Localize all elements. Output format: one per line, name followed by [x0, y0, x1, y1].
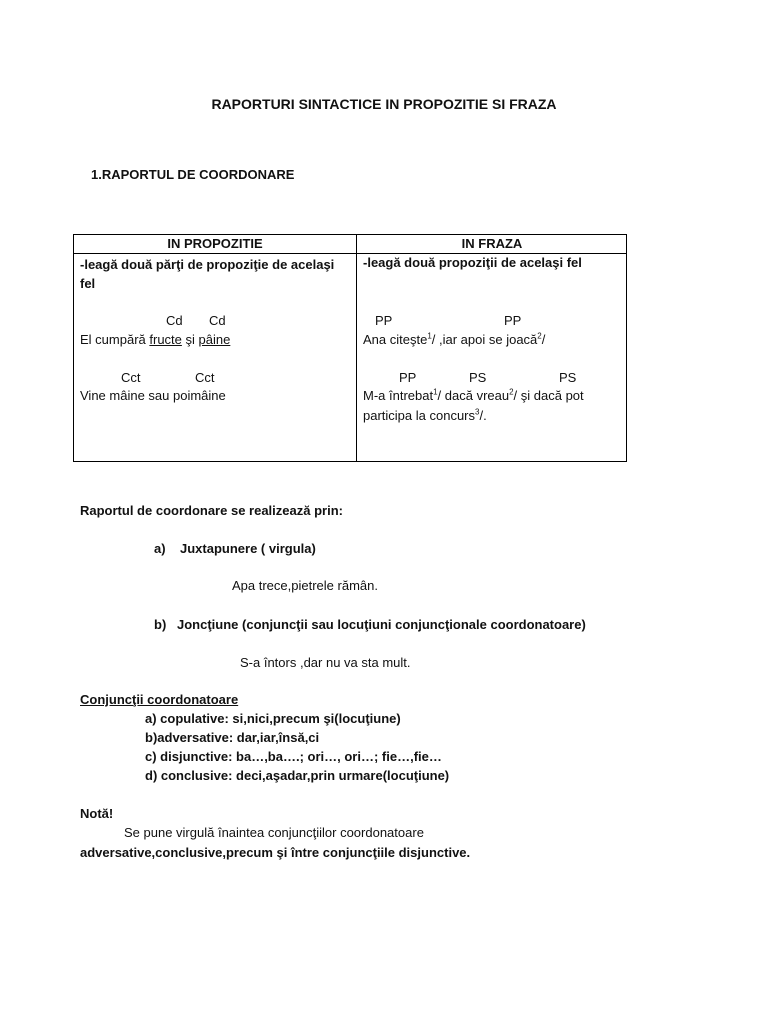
fraza-ex2-tag3: PS: [559, 370, 577, 385]
fraza-ex1-tag2: PP: [504, 313, 522, 328]
underlined-word-fructe: fructe: [149, 332, 182, 347]
clause-index: 3: [475, 407, 480, 417]
section-heading: 1.RAPORTUL DE COORDONARE: [91, 167, 295, 182]
realization-intro: Raportul de coordonare se realizează prin:: [80, 503, 343, 518]
fraza-ex2-tag1: PP: [399, 370, 417, 385]
item-b-marker: b): [154, 617, 167, 632]
table-column-divider: [356, 235, 357, 461]
conjunctions-heading: Conjuncţii coordonatoare: [80, 692, 239, 707]
sentence-part: Ana citeşte: [363, 332, 428, 347]
sentence-part: participa la concurs: [363, 408, 475, 423]
underlined-word-paine: pâine: [198, 332, 231, 347]
note-heading: Notă!: [80, 806, 114, 821]
item-b-label: Joncţiune (conjuncţii sau locuţiuni conjuncţionale coordonatoare): [177, 617, 586, 632]
item-a-marker: a): [154, 541, 166, 556]
propozitie-ex2-tag2: Cct: [195, 370, 215, 385]
conjunction-item: d) conclusive: deci,aşadar,prin urmare(locuţiune): [145, 768, 450, 783]
propozitie-definition: -leagă două părţi de propoziţie de acelaşi fel: [80, 257, 335, 291]
coordination-table: [73, 234, 627, 462]
clause-index: 2: [509, 387, 514, 397]
sentence-part: / dacă vreau: [437, 388, 510, 403]
fraza-ex1-sentence: [363, 332, 545, 347]
propozitie-ex1-sentence: [80, 332, 230, 347]
item-b-example: S-a întors ,dar nu va sta mult.: [240, 655, 411, 670]
propozitie-ex2-sentence: Vine mâine sau poimâine: [80, 388, 226, 403]
clause-index: 2: [537, 331, 542, 341]
conjunction-item: a) copulative: si,nici,precum şi(locuţiune): [145, 711, 401, 726]
conjunction-item: b)adversative: dar,iar,însă,ci: [145, 730, 320, 745]
fraza-definition: -leagă două propoziţii de acelaşi fel: [363, 255, 582, 270]
sentence-part: / şi dacă pot: [513, 388, 584, 403]
clause-index: 1: [427, 331, 432, 341]
item-a-label: Juxtapunere ( virgula): [180, 541, 316, 556]
propozitie-ex1-tag2: Cd: [209, 313, 226, 328]
sentence-part: El cumpără: [80, 332, 150, 347]
sentence-part: M-a întrebat: [363, 388, 434, 403]
clause-index: 1: [433, 387, 438, 397]
conjunction-item: c) disjunctive: ba…,ba….; ori…, ori…; fie…,fie…: [145, 749, 442, 764]
fraza-ex2-line1: [363, 388, 584, 403]
note-line-1: Se pune virgulă înaintea conjuncţiilor coordonatoare: [124, 825, 424, 840]
fraza-ex2-tag2: PS: [469, 370, 487, 385]
fraza-ex2-line2: [363, 408, 487, 423]
table-header-divider: [74, 253, 626, 254]
note-line-2: adversative,conclusive,precum şi între conjuncţiile disjunctive.: [80, 845, 471, 860]
sentence-part: /: [541, 332, 546, 347]
propozitie-ex1-tag1: Cd: [166, 313, 183, 328]
fraza-ex1-tag1: PP: [375, 313, 393, 328]
sentence-part: /.: [479, 408, 487, 423]
sentence-part: şi: [181, 332, 199, 347]
table-header-propozitie: IN PROPOZITIE: [167, 236, 263, 251]
table-header-fraza: IN FRAZA: [461, 236, 523, 251]
propozitie-ex2-tag1: Cct: [121, 370, 141, 385]
sentence-part: / ,iar apoi se joacă: [431, 332, 538, 347]
item-a-example: Apa trece,pietrele rămân.: [232, 578, 378, 593]
page-title: RAPORTURI SINTACTICE IN PROPOZITIE SI FRAZA: [211, 96, 557, 112]
